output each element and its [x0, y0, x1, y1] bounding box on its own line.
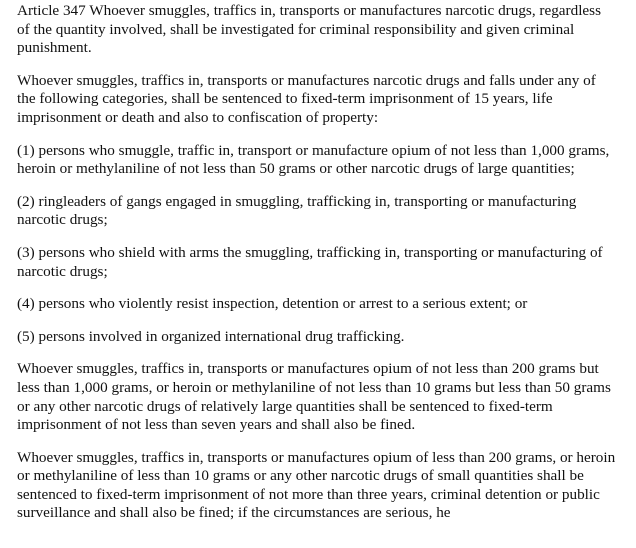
document-body	[17, 2, 617, 537]
list-item-category-5: (5) persons involved in organized international drug trafficking.	[17, 327, 405, 345]
list-item-category-4: (4) persons who violently resist inspection, detention or arrest to a serious extent; or	[17, 295, 528, 313]
paragraph-aggravated-categories: Whoever smuggles, traffics in, transports or manufactures narcotic drugs and falls under any of the following categories, shall be sentenced to fixed-term imprisonment of 15 years, life imprisonment or death and also to confiscation of property:	[17, 71, 596, 126]
list-item-category-1: (1) persons who smuggle, traffic in, transport or manufacture opium of not less than 1,000 grams, heroin or methylaniline of not less than 50 grams or other narcotic drugs of large quantities;	[17, 141, 610, 178]
paragraph-relatively-large-quantities: Whoever smuggles, traffics in, transports or manufactures opium of not less than 200 grams but less than 1,000 grams, or heroin or methylaniline of not less than 10 grams but less than 50 grams or any other narcotic drugs of relatively large quantities shall be sentenced to fixed-term imprisonment of not less than seven years and shall also be fined.	[17, 360, 611, 434]
list-item-category-2: (2) ringleaders of gangs engaged in smuggling, trafficking in, transporting or manufacturing narcotic drugs;	[17, 192, 577, 229]
paragraph-article-347-intro: Article 347 Whoever smuggles, traffics in, transports or manufactures narcotic drugs, regardless of the quantity involved, shall be investigated for criminal responsibility and given criminal punishment.	[17, 2, 601, 57]
paragraph-small-quantities: Whoever smuggles, traffics in, transports or manufactures opium of less than 200 grams, or heroin or methylaniline of less than 10 grams or any other narcotic drugs of small quantities shall be sentenced to fixed-term imprisonment of not more than three years, criminal detention or public surveillance and shall also be fined; if the circumstances are serious, he	[17, 448, 616, 522]
list-item-category-3: (3) persons who shield with arms the smuggling, trafficking in, transporting or manufacturing of narcotic drugs;	[17, 243, 603, 280]
